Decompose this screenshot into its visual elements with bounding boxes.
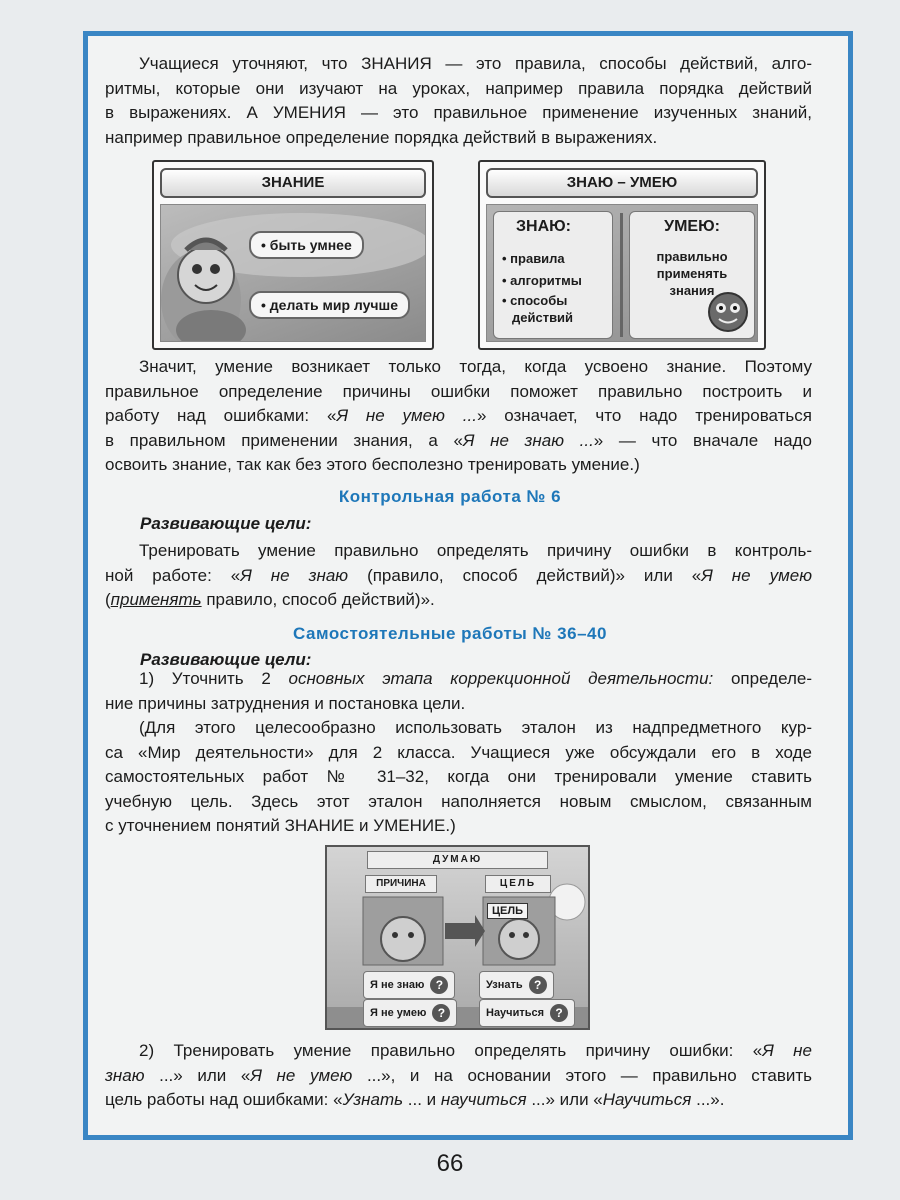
section-title-independent-works: Самостоятельные работы № 36–40 xyxy=(293,624,607,643)
can-panel xyxy=(629,211,755,339)
section2-point1 xyxy=(105,667,812,716)
page-number: 66 xyxy=(436,1150,464,1177)
knowledge-card-illustration xyxy=(160,204,426,342)
text-line: 2) Тренировать умение правильно определять причину ошибки: «Я не xyxy=(139,1041,812,1060)
know-can-card-body xyxy=(486,204,758,342)
final-paragraph xyxy=(105,1039,812,1113)
dont-know-button: Я не знаю ? xyxy=(363,971,455,999)
text-line: Значит, умение возникает только тогда, когда усвоено знание. Поэтому xyxy=(139,357,812,376)
cant-do-button: Я не умею ? xyxy=(363,999,457,1027)
question-icon: ? xyxy=(529,976,547,994)
bullet-icon: • xyxy=(261,297,270,313)
text-line: ной работе: «Я не знаю (правило, способ действий)» или «Я не умею xyxy=(105,565,812,585)
text-line: ние причины затруднения и постановка цели. xyxy=(105,693,466,713)
section2-goals-label: Развивающие цели: xyxy=(140,650,312,669)
text-line: освоить знание, так как без этого бесполезно тренировать умение.) xyxy=(105,455,640,475)
knowledge-item-better-world: • делать мир лучше xyxy=(249,291,410,319)
conclusion-paragraph xyxy=(105,355,812,478)
text-line: 1) Уточнить 2 основных этапа коррекционной деятельности: определе- xyxy=(139,669,812,688)
text-line: правильное определение причины ошибки поможет правильно построить и xyxy=(105,381,812,401)
text-line: с уточнением понятий ЗНАНИЕ и УМЕНИЕ.) xyxy=(105,816,456,836)
cause-label: ПРИЧИНА xyxy=(365,875,437,893)
text-line: знаю ...» или «Я не умею ...», и на основании этого — правильно ставить xyxy=(105,1065,812,1085)
know-list xyxy=(502,248,602,326)
section1-goals-label: Развивающие цели: xyxy=(140,514,312,533)
question-icon: ? xyxy=(550,1004,568,1022)
can-text: правильно применять знания xyxy=(656,249,728,298)
text-line: учебную цель. Здесь этот эталон наполняется новым смыслом, связанным xyxy=(105,791,812,811)
question-icon: ? xyxy=(430,976,448,994)
intro-line: например правильное определение порядка действий в выражениях. xyxy=(105,127,658,147)
goal-sign: ЦЕЛЬ xyxy=(487,903,528,919)
think-label: ДУМАЮ xyxy=(367,851,548,869)
knowledge-card-title: ЗНАНИЕ xyxy=(160,168,426,198)
text-line: (применять правило, способ действий)». xyxy=(105,590,435,610)
know-label: ЗНАЮ: xyxy=(516,218,571,235)
character-face-icon xyxy=(706,290,750,334)
text-line: самостоятельных работ № 31–32, когда они тренировали умение ставить xyxy=(105,767,812,787)
know-panel xyxy=(493,211,613,339)
know-can-card xyxy=(478,160,766,350)
learn-skill-button: Научиться ? xyxy=(479,999,575,1027)
can-label: УМЕЮ: xyxy=(664,218,720,235)
question-icon: ? xyxy=(432,1004,450,1022)
text-line: цель работы над ошибками: «Узнать ... и научиться ...» или «Научиться ...». xyxy=(105,1090,725,1110)
list-item: • алгоритмы xyxy=(502,273,582,288)
text-line: в правильном применении знания, а «Я не знаю ...» — что вначале надо xyxy=(105,430,812,450)
text-line: Тренировать умение правильно определять причину ошибки в контроль- xyxy=(139,541,812,560)
text-line: (Для этого целесообразно использовать эталон из надпредметного кур- xyxy=(139,718,812,737)
goal-label: ЦЕЛЬ xyxy=(485,875,551,893)
divider xyxy=(620,213,623,337)
section-title-test-6: Контрольная работа № 6 xyxy=(338,487,562,506)
think-diagram xyxy=(325,845,590,1030)
hero-character-icon xyxy=(161,205,426,342)
section2-note xyxy=(105,716,812,839)
know-can-card-title: ЗНАЮ – УМЕЮ xyxy=(486,168,758,198)
knowledge-card xyxy=(152,160,434,350)
bullet-icon: • xyxy=(261,237,270,253)
intro-line: в выражениях. А УМЕНИЯ — это правильное применение изученных знаний, xyxy=(105,103,812,123)
text-line: работу над ошибками: «Я не умею ...» означает, что надо тренироваться xyxy=(105,406,812,426)
text-line: са «Мир деятельности» для 2 класса. Учащиеся уже обсуждали его в ходе xyxy=(105,742,812,762)
section1-paragraph xyxy=(105,539,812,613)
knowledge-item-smarter: • быть умнее xyxy=(249,231,364,259)
intro-line: ритмы, которые они изучают на уроках, например правила порядка действий xyxy=(105,78,812,98)
intro-paragraph xyxy=(105,52,812,150)
learn-out-button: Узнать ? xyxy=(479,971,554,999)
list-item: • способы действий xyxy=(502,293,574,325)
intro-line: Учащиеся уточняют, что ЗНАНИЯ — это правила, способы действий, алго- xyxy=(139,54,812,73)
list-item: • правила xyxy=(502,251,565,266)
